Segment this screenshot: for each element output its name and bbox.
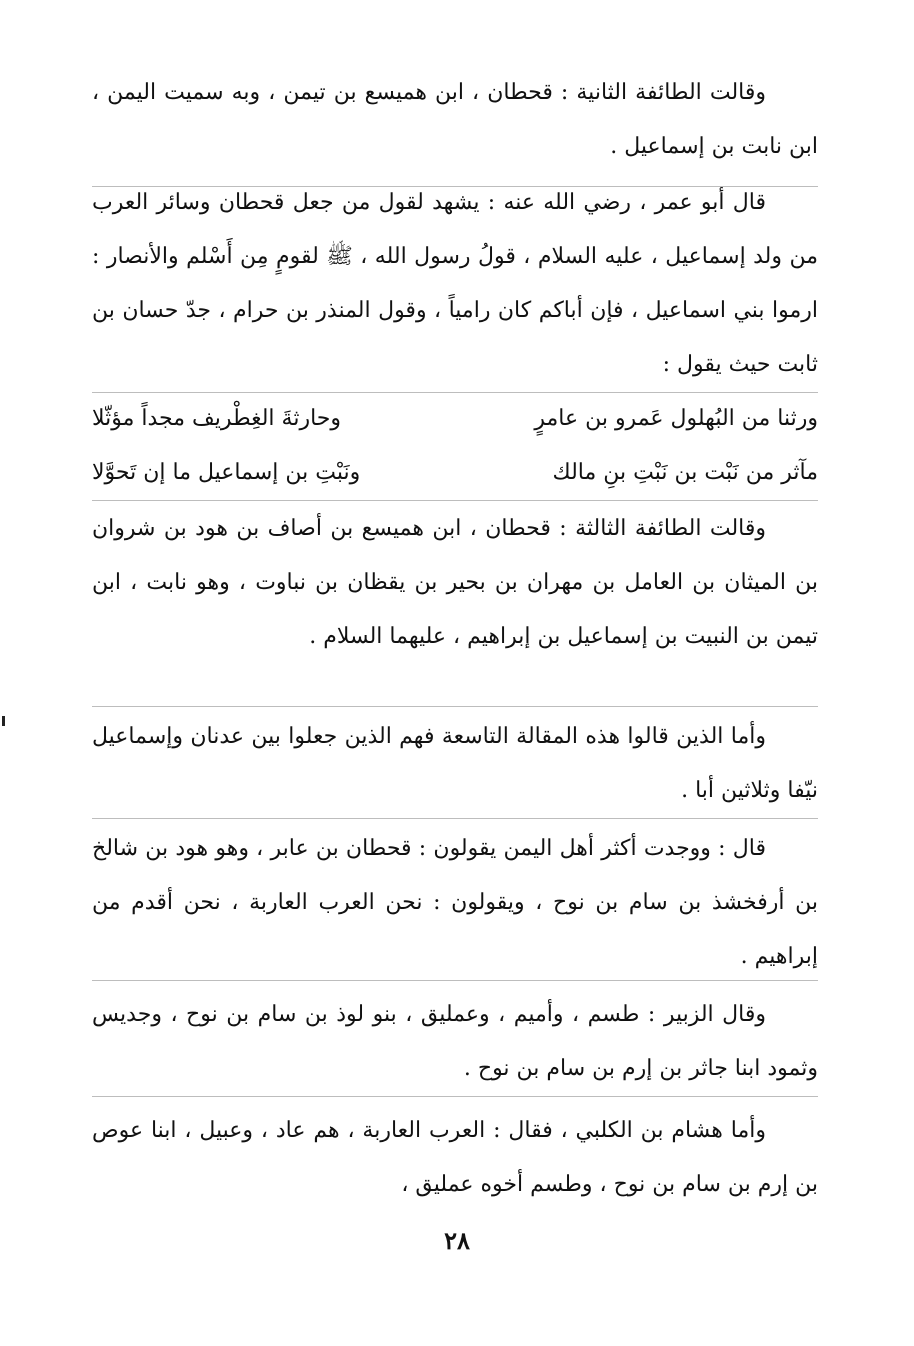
paragraph-divider	[92, 706, 818, 707]
paragraph-second-faction: وقالت الطائفة الثانية : قحطان ، ابن هميسع بن تيمن ، وبه سميت اليمن ، ابن نابت بن إسماعيل .	[92, 80, 818, 159]
paragraph-divider	[92, 1096, 818, 1097]
paragraph-abu-umar: قال أبو عمر ، رضي الله عنه : يشهد لقول من جعل قحطان وسائر العرب من ولد إسماعيل ، عليه السلام ، قولُ رسول الله ، ﷺ لقومٍ مِن أَسْلم والأنصار : ارموا بني اسماعيل ، فإن أباكم كان رامياً ، وقول المنذر بن حرام ، جدّ حسان بن ثابت حيث يقول :	[92, 190, 818, 377]
paragraph-ninth-view: وأما الذين قالوا هذه المقالة التاسعة فهم الذين جعلوا بين عدنان وإسماعيل نيّفا وثلاثين أبا .	[92, 724, 818, 803]
poem-hemistich-first: ورثنا من البُهلول عَمرو بن عامرٍ	[534, 406, 818, 431]
paragraph-divider	[92, 818, 818, 819]
scan-edge-mark	[2, 716, 5, 726]
book-page	[92, 66, 818, 1246]
paragraph-third-faction: وقالت الطائفة الثالثة : قحطان ، ابن هميسع بن أصاف بن هود بن شروان بن الميثان بن العامل بن مهران بن بحير بن يقظان بن نباوت ، وهو نابت ، ابن تيمن بن النبيت بن إسماعيل بن إبراهيم ، عليهما السلام .	[92, 516, 818, 649]
page-number: ٢٨	[444, 1226, 470, 1255]
paragraph-divider	[92, 980, 818, 981]
paragraph-zubayr: وقال الزبير : طسم ، وأميم ، وعمليق ، بنو لوذ بن سام بن نوح ، وجديس وثمود ابنا جاثر بن إرم بن سام بن نوح .	[92, 1002, 818, 1081]
paragraph-yemen-people: قال : ووجدت أكثر أهل اليمن يقولون : قحطان بن عابر ، وهو هود بن شالخ بن أرفخشذ بن سام بن نوح ، ويقولون : نحن العرب العاربة ، نحن أقدم من إبراهيم .	[92, 836, 818, 969]
poem	[92, 392, 818, 500]
poem-hemistich-first: مآثر من نَبْت بن نَبْتِ بنِ مالك	[552, 460, 818, 485]
poem-hemistich-second: ونَبْتِ بن إسماعيل ما إن تَحوَّلا	[92, 460, 361, 485]
paragraph-divider	[92, 500, 818, 501]
poem-verse	[92, 392, 818, 446]
poem-verse	[92, 446, 818, 500]
poem-hemistich-second: وحارثةَ الغِطْريف مجداً مؤثّلا	[92, 406, 342, 431]
paragraph-hisham-kalbi: وأما هشام بن الكلبي ، فقال : العرب العاربة ، هم عاد ، وعبيل ، ابنا عوص بن إرم بن سام بن نوح ، وطسم أخوه عمليق ،	[92, 1118, 818, 1197]
